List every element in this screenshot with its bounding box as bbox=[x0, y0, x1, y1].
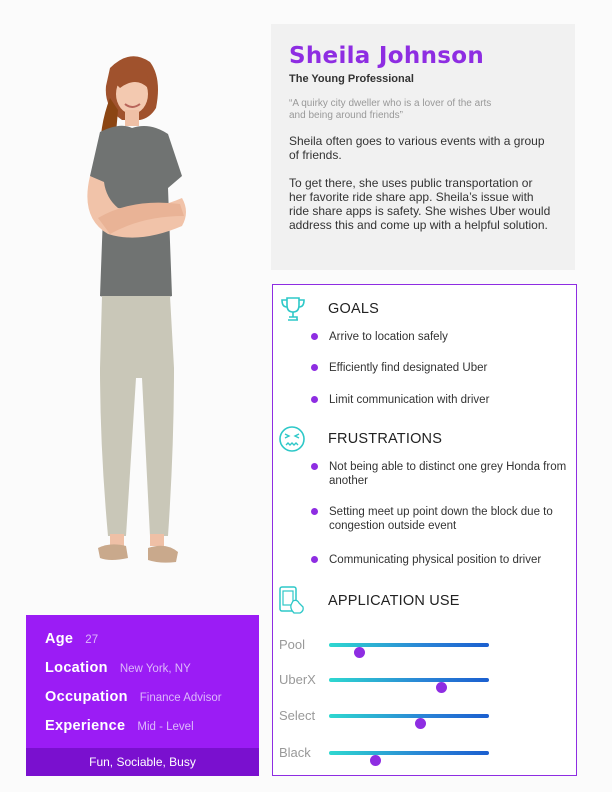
demographic-label: Age bbox=[45, 631, 74, 647]
usage-track bbox=[329, 678, 489, 682]
usage-slider-pool bbox=[279, 635, 575, 655]
demographic-value: Mid - Level bbox=[137, 721, 194, 733]
demographics-card bbox=[26, 615, 259, 776]
persona-intro-card bbox=[271, 24, 575, 270]
app-use-title: APPLICATION USE bbox=[328, 593, 460, 609]
persona-name: Sheila Johnson bbox=[289, 43, 485, 69]
demographic-occupation bbox=[45, 689, 222, 705]
frustrated-face-icon bbox=[277, 424, 307, 454]
usage-track bbox=[329, 714, 489, 718]
usage-slider-select bbox=[279, 706, 575, 726]
demographic-label: Occupation bbox=[45, 689, 128, 705]
demographic-value: 27 bbox=[85, 634, 99, 646]
demographic-label: Experience bbox=[45, 718, 126, 734]
usage-label: UberX bbox=[279, 672, 316, 687]
demographic-location bbox=[45, 660, 191, 676]
trophy-icon bbox=[278, 294, 308, 324]
frustrations-title: FRUSTRATIONS bbox=[328, 431, 443, 447]
persona-photo bbox=[70, 48, 220, 578]
usage-knob bbox=[436, 682, 447, 693]
demographic-experience bbox=[45, 718, 194, 734]
demographic-label: Location bbox=[45, 660, 108, 676]
demographic-value: Finance Advisor bbox=[139, 692, 222, 704]
goal-item: Limit communication with driver bbox=[309, 393, 571, 407]
demographic-age bbox=[45, 631, 98, 647]
frustration-item: Not being able to distinct one grey Honda from another bbox=[309, 460, 571, 488]
personality-traits: Fun, Sociable, Busy bbox=[26, 748, 259, 776]
usage-track bbox=[329, 751, 489, 755]
usage-knob bbox=[370, 755, 381, 766]
persona-quote: “A quirky city dweller who is a lover of the arts and being around friends” bbox=[289, 98, 492, 121]
goals-title: GOALS bbox=[328, 301, 379, 317]
usage-label: Black bbox=[279, 745, 311, 760]
usage-knob bbox=[415, 718, 426, 729]
usage-knob bbox=[354, 647, 365, 658]
mobile-app-icon bbox=[277, 585, 307, 615]
goal-item: Arrive to location safely bbox=[309, 330, 571, 344]
frustration-item: Setting meet up point down the block due to congestion outside event bbox=[309, 505, 571, 533]
persona-bio: Sheila often goes to various events with a group of friends. To get there, she uses public transportation or her favorite ride share app. Sheila’s issue with ride share apps is safety. She wishes Uber would address this and come up with a helpful solution. bbox=[289, 134, 551, 232]
usage-label: Select bbox=[279, 708, 316, 723]
usage-label: Pool bbox=[279, 637, 306, 652]
frustration-item: Communicating physical position to driver bbox=[309, 553, 571, 567]
goal-item: Efficiently find designated Uber bbox=[309, 361, 571, 375]
usage-track bbox=[329, 643, 489, 647]
usage-slider-uberx bbox=[279, 670, 575, 690]
usage-slider-black bbox=[279, 743, 575, 763]
demographic-value: New York, NY bbox=[119, 663, 191, 675]
persona-subtitle: The Young Professional bbox=[289, 73, 414, 85]
persona-details-card bbox=[272, 284, 577, 776]
